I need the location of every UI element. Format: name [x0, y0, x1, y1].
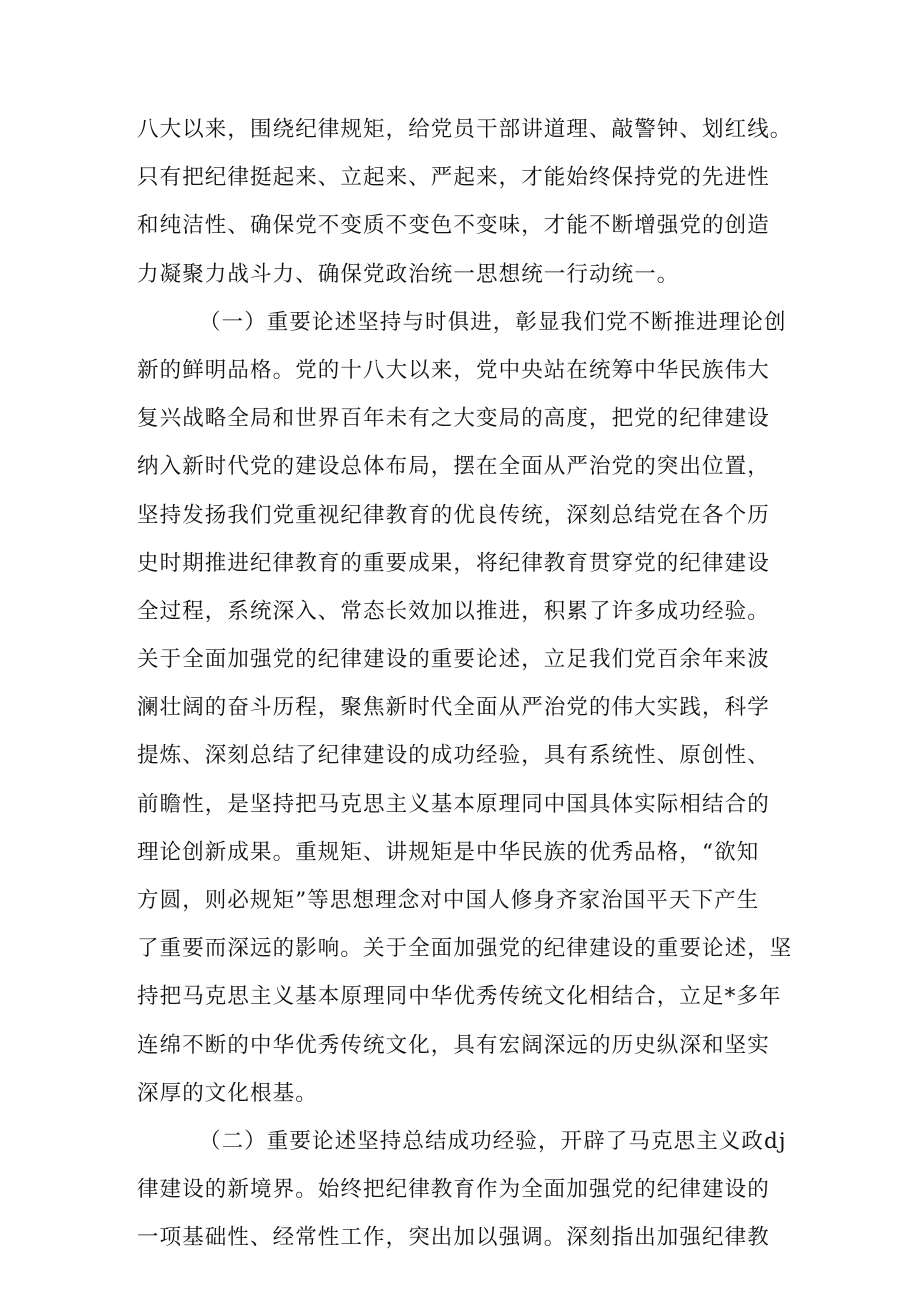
text-line-4: 力凝聚力战斗力、确保党政治统一思想统一行动统一。	[137, 261, 680, 287]
text-line-7: 复兴战略全局和世界百年未有之大变局的高度，把党的纪律建设	[137, 406, 770, 432]
text-line-18: 了重要而深远的影响。关于全面加强党的纪律建设的重要论述，坚	[137, 936, 793, 962]
text-line-12: 关于全面加强党的纪律建设的重要论述，立足我们党百余年来波	[137, 647, 770, 673]
text-line-1: 八大以来，围绕纪律规矩，给党员干部讲道理、敲警钟、划红线。	[137, 117, 793, 142]
text-line-14: 提炼、深刻总结了纪律建设的成功经验，具有系统性、原创性、	[137, 743, 770, 769]
text-line-6: 新的鲜明品格。党的十八大以来，党中央站在统筹中华民族伟大	[137, 357, 770, 383]
document-body	[137, 106, 797, 1263]
section-two-heading-line: （二）重要论述坚持总结成功经验，开辟了马克思主义政dj	[199, 1128, 787, 1154]
text-line-3: 和纯洁性、确保党不变质不变色不变味，才能不断增强党的创造	[137, 213, 770, 239]
section-one-heading-line: （一）重要论述坚持与时俱进，彰显我们党不断推进理论创	[199, 309, 787, 335]
text-line-2: 只有把纪律挺起来、立起来、严起来，才能始终保持党的先进性	[137, 165, 770, 191]
text-line-16: 理论创新成果。重规矩、讲规矩是中华民族的优秀品格，“欲知	[137, 839, 760, 865]
text-line-9: 坚持发扬我们党重视纪律教育的优良传统，深刻总结党在各个历	[137, 502, 770, 528]
text-line-20: 连绵不断的中华优秀传统文化，具有宏阔深远的历史纵深和坚实	[137, 1032, 770, 1058]
text-line-24: 一项基础性、经常性工作，突出加以强调。深刻指出加强纪律教	[137, 1225, 770, 1251]
text-line-21: 深厚的文化根基。	[137, 1080, 318, 1106]
text-line-23: 律建设的新境界。始终把纪律教育作为全面加强党的纪律建设的	[137, 1177, 770, 1203]
text-line-11: 全过程，系统深入、常态长效加以推进，积累了许多成功经验。	[137, 598, 770, 624]
text-line-10: 史时期推进纪律教育的重要成果，将纪律教育贯穿党的纪律建设	[137, 550, 770, 576]
text-line-17: 方圆，则必规矩”等思想理念对中国人修身齐家治国平天下产生	[137, 888, 760, 913]
text-line-8: 纳入新时代党的建设总体布局，摆在全面从严治党的突出位置，	[137, 454, 770, 480]
text-line-19: 持把马克思主义基本原理同中华优秀传统文化相结合，立足*多年	[137, 984, 782, 1010]
text-line-13: 澜壮阔的奋斗历程，聚焦新时代全面从严治党的伟大实践，科学	[137, 695, 770, 721]
text-line-15: 前瞻性，是坚持把马克思主义基本原理同中国具体实际相结合的	[137, 791, 770, 817]
